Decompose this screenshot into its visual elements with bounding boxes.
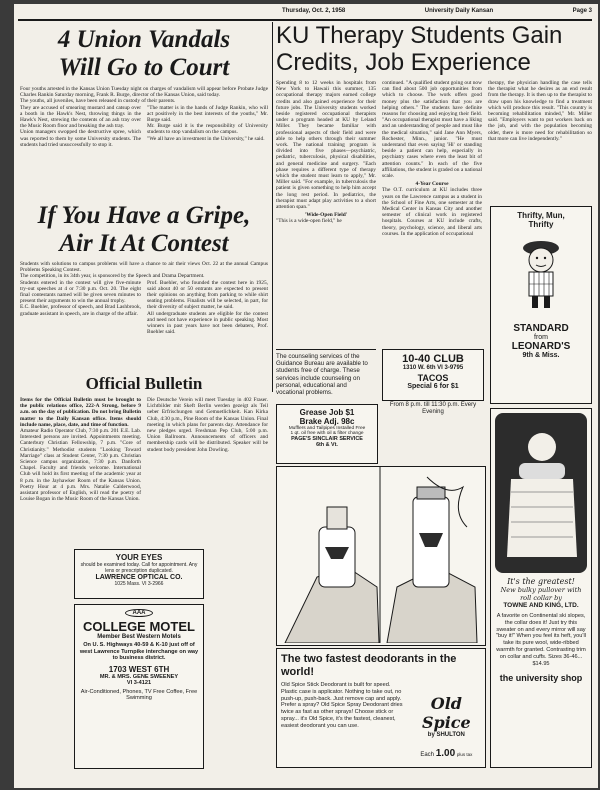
masthead-date: Thursday, Oct. 2, 1958 xyxy=(282,8,346,14)
standard-line-2: from xyxy=(534,334,548,341)
bulletin-intro: Items for the Official Bulletin must be brought to the public relations office, 222-A Strong, before 9 a.m. on the day of publication. Do not bring Bulletin matter to the Daily Kansan office. Items should include name, place, date, and time of function. xyxy=(20,397,141,428)
therapy-wide-open-text: "This is a wide-open field," he xyxy=(276,218,342,225)
therapy-col2 xyxy=(382,80,482,345)
vandals-p1: Four youths arrested in the Kansas Union Tuesday night on charges of vandalism will appear before Probate Judge Charles Rankin Saturday morning, Frank R. Burge, director of the Kansas Union, said today. xyxy=(20,86,268,99)
therapy-col3-text: therapy, the physician handling the case tells the therapist what he desires as an end result from the therapy. It is then up to the therapist to draw upon his knowledge to find a treatment which will produce this result. "This country is becoming rehabilitation minded," Mr. Miller said. "Employers want to put workers back on the job, and with the population becoming older, there is more need for rehabilitation so that more can live independently." xyxy=(488,80,592,142)
club-item: TACOS xyxy=(417,373,449,383)
gripe-p2: The competition, in its 34th year, is sponsored by the Speech and Drama Department. xyxy=(20,273,205,280)
motel-phone: VI 3-4121 xyxy=(126,679,152,686)
vandals-story xyxy=(20,26,268,148)
motel-owner: MR. & MRS. GENE SWEENEY xyxy=(99,673,179,680)
grease-line-4: 1 qt. oil free with oil & filter change xyxy=(290,431,364,436)
therapy-subhead-wide-open: 'Wide-Open Field' xyxy=(304,212,348,219)
gripe-p4: E.C. Buehler, professor of speech, and Brad Lashbrook, graduate assistant in speech, are in charge of the affair. xyxy=(20,304,141,317)
bulletin-title: Official Bulletin xyxy=(85,374,203,393)
standard-line-3: LEONARD'S xyxy=(511,341,571,352)
club-ad xyxy=(382,349,484,401)
towne-tag-3: TOWNE AND KING, LTD. xyxy=(503,602,579,609)
gripe-headline-1: If You Have a Gripe, xyxy=(37,202,251,229)
gripe-p1: Students with solutions to campus problems will have a chance to air their views Oct. 22 at the annual Campus Problems Speaking Contest. xyxy=(20,261,268,274)
therapy-headline-1: KU Therapy Students Gain xyxy=(276,22,563,49)
gripe-p6: All undergraduate students are eligible for the contest and need not have experience in public speaking. Most winners in past years have not been debaters, Prof. Buehler said. xyxy=(147,310,268,336)
motel-amenities: Air-Conditioned, Phones, TV Free Coffee, Free Swimming xyxy=(80,688,198,702)
oldspice-price-note: plus tax xyxy=(456,752,473,757)
grease-ad xyxy=(276,404,378,464)
eyes-address: 1025 Mass. VI 3-2966 xyxy=(114,581,164,587)
vandals-headline-2: Will Go to Court xyxy=(58,54,230,81)
grease-line-6: 6th & Vt. xyxy=(316,442,338,448)
vandals-p3: They are accused of smearing mustard and catsup over a booth in the Hawk's Nest, throwing things in the Hawk's Nest, strewing the contents of an ash tray over the Music Room floor and breaking the ash tray. xyxy=(20,104,141,130)
bulletin-col2: Die Deutsche Verein will meet Tuesday in 402 Fraser. Lichtbilder mit Skeft Berlin werden gezeigt als Teil ueber Erfrischungen und Gemuetlichkeit. Kan Kirka Club, 4:30 p.m., Pine Room of the Kansas Union. Final meeting in which plans for parents day. Attendance for new pledges urged. Freshman Pep Club, 5:00 p.m. Union Ballroom. Announcements of officers and membership cards will be distributed. Speaker will be student body president John Dowling. xyxy=(147,397,268,453)
page-masthead xyxy=(282,8,592,18)
motel-ad xyxy=(74,604,204,769)
vandals-p2: The youths, all juveniles, have been released in custody of their parents. xyxy=(20,98,176,105)
therapy-col3 xyxy=(488,80,592,200)
eyes-text: should be examined today. Call for appointment. Any lens or prescription duplicated. xyxy=(80,562,198,574)
sweater-illustration xyxy=(499,417,585,567)
motel-badge: AAA xyxy=(125,609,153,617)
masthead-paper: University Daily Kansan xyxy=(424,8,494,14)
guidance-text: The counseling services of the Guidance Bureau are available to students free of charge. These services include counseling on personal, educational and vocational problems. xyxy=(276,353,368,397)
motel-address: 1703 WEST 6TH xyxy=(108,664,170,674)
club-special: Special 6 for $1 xyxy=(407,383,459,390)
club-hours-text: From 8 p.m. till 11:30 p.m. Every Evening xyxy=(389,402,477,415)
oldspice-headline: The two fastest deodorants in the world! xyxy=(281,653,457,678)
thrifty-line-1: Thrifty, Mun, xyxy=(517,211,565,220)
eyes-ad xyxy=(74,549,204,599)
therapy-subhead-course: 4-Year Course xyxy=(415,181,449,188)
vandals-p6: Mr. Burge said it is the responsibility of University students to stop vandalism on the campus. xyxy=(147,123,268,136)
standard-ad xyxy=(490,206,592,404)
oldspice-illustration xyxy=(277,467,483,643)
oldspice-brand: Old Spice xyxy=(421,694,471,732)
newspaper-page xyxy=(14,4,598,788)
sweater-illustration-frame xyxy=(495,413,587,573)
therapy-col1-text: Spending 8 to 12 weeks in hospitals from New York to Hawaii this summer, 135 occupational therapy majors earned college credits and also gained experience for their future jobs. The University students worked beside registered occupational therapists under a program headed at KU by Leland Miller. They became familiar with professional aspects of their field and were able to help others through their summer work. The national training program is divided into five phases—psychiatric, pediatric, tuberculosis, physical disabilities, and general medicine and surgery. "Each phase requires a different type of therapy which the student must learn to apply," Mr. Miller said. "For example, in tuberculosis the patient is given something to help him accept the long rest period. In pediatrics, the therapist must adapt play activities to a short attention span." xyxy=(276,80,376,211)
standard-line-1: STANDARD xyxy=(513,323,569,334)
gripe-story xyxy=(20,202,268,335)
therapy-headline-2: Credits, Job Experience xyxy=(276,49,531,76)
towne-tag-2: New bulky pullover with roll collar by xyxy=(500,586,582,602)
towne-tag-1: It's the greatest! xyxy=(507,577,575,586)
motel-name: COLLEGE MOTEL xyxy=(83,619,195,634)
oldspice-ad xyxy=(276,648,486,768)
therapy-story xyxy=(276,22,592,76)
therapy-col2b-text: The O.T. curriculum at KU includes three years on the Lawrence campus as a student in the School of Fine Arts, one semester at the Medical Center in Kansas City and another semester of clinical work in registered hospitals. Courses at KU include crafts, theory, psychology, science, and liberal arts courses. In the application of occupational xyxy=(382,187,482,237)
oldspice-illustration-box xyxy=(276,466,486,646)
top-rule xyxy=(18,19,592,21)
gripe-headline-2: Air It At Contest xyxy=(59,230,229,257)
oldspice-price-label: Each xyxy=(420,752,435,758)
gripe-p5: Prof. Buehler, who founded the contest here in 1925, said about 40 or 50 entrants are expected to present their opinions on anything from parking to while shirt seating problems. Finalists will be selected, in part, for their diversity of subject matter, he said. xyxy=(147,279,268,311)
thrifty-line-2: Thrifty xyxy=(528,220,554,229)
therapy-col1 xyxy=(276,80,376,345)
grease-line-1: Grease Job $1 xyxy=(299,408,355,417)
grease-line-3: Mufflers and Tailpipes Installed Free xyxy=(288,426,366,431)
eyes-title: YOUR EYES xyxy=(115,553,163,562)
masthead-page: Page 3 xyxy=(572,8,592,14)
oldspice-text: Old Spice Stick Deodorant is built for speed. Plastic case is applicator. Nothing to take out, no push-up, push-back. Just remove cap and apply. Prefer a spray? Old Spice Spray Deodorant dries twice as fast as other sprays! Choose stick or spray... it's Old Spice, it's the fastest, cleanest, easiest deodorant you can use. xyxy=(281,682,403,729)
official-bulletin xyxy=(20,374,268,502)
bulletin-col1: Amateur Radio Operator Club, 7:30 p.m. 201 E.E. Lab. Interested persons are invited. Appointments meeting. Canterbury Christian Fellowship, 7 p.m. "Core of Christianity." Methodist students "Looking Toward Marriage" class at Student Center, 7:30 p.m. Christian Science campus organization, 7:30 p.m. Danforth Chapel. Faculty and friends welcome. International Club will hold its first meeting of the academic year at 8 p.m. in the Jayhawker Room of the Kansas Union. Poetry Hour at 4 p.m. Mrs. Natalie Calderwood, assistant professor of English, will read the poetry of Louise Bogan in the Music Room of the Kansas Union. xyxy=(20,428,141,503)
towne-shop: the university shop xyxy=(499,673,583,684)
gripe-p3: Students entered in the contest will give five-minute try-out speeches at 4 or 7:30 p.m. Oct. 20. The eight final contestants named will be given seven minutes to present their arguments to win the annual trophy. xyxy=(20,279,141,305)
motel-line-2: On U. S. Highways 40-59 & K-10 just off of west Lawrence Turnpike interchange on way to business district. xyxy=(79,642,199,662)
motel-line-1: Member Best Western Motels xyxy=(97,634,181,640)
towne-text: A favorite on Continental ski slopes, the collar does it! Just try this sweater on and every mirror will say "buy it!" When you feel its heft, you'll take its pure wool, wide-ribbed warmth for granted. Contrasting trim on collar and cuffs. Sizes 36-46... $14.95 xyxy=(496,613,586,667)
club-address: 1310 W. 6th VI 3-9795 xyxy=(402,365,464,371)
eyes-name: LAWRENCE OPTICAL CO. xyxy=(95,574,183,581)
scotsman-illustration xyxy=(506,232,576,312)
club-name: 10-40 CLUB xyxy=(402,353,464,365)
vandals-p5: "The matter is in the hands of Judge Rankin, who will act positively in the best interests of the youths," Mr. Burge said. xyxy=(147,104,268,124)
therapy-col2-text: continued. "A qualified student going out now can find about 500 job opportunities from which to choose. The work offers good money plus the satisfaction that you are helping others." The students have definite reasons for choosing and enjoying their field. "An occupational therapist must have a liking and an understanding of people and must like the medical situation," said Jane Ann Myers, Rochester, Minn., junior. "He must understand that even saying 'Hi' or standing beside a patient can help, especially in psychiatry cases where even the least bit of attention counts." In each of the five affiliations, the student is graded on a national scale. xyxy=(382,80,482,180)
oldspice-price: 1.00 xyxy=(435,748,456,759)
vandals-p7: "We all have an investment in the University," he said. xyxy=(147,135,265,142)
vandals-p4: Union managers swopped the destructive spree, which was reported to them by some University students. The students had tried unsuccessfully to stop it. xyxy=(20,129,141,148)
towne-ad xyxy=(490,408,592,768)
grease-line-2: Brake Adj. 98c xyxy=(299,417,355,426)
vandals-headline-1: 4 Union Vandals xyxy=(57,26,231,53)
column-divider xyxy=(272,22,273,392)
grease-line-5: PAGE'S SINCLAIR SERVICE xyxy=(291,436,363,442)
standard-line-4: 9th & Miss. xyxy=(522,352,560,359)
club-hours xyxy=(382,402,484,416)
oldspice-maker: by SHULTON xyxy=(427,732,465,738)
